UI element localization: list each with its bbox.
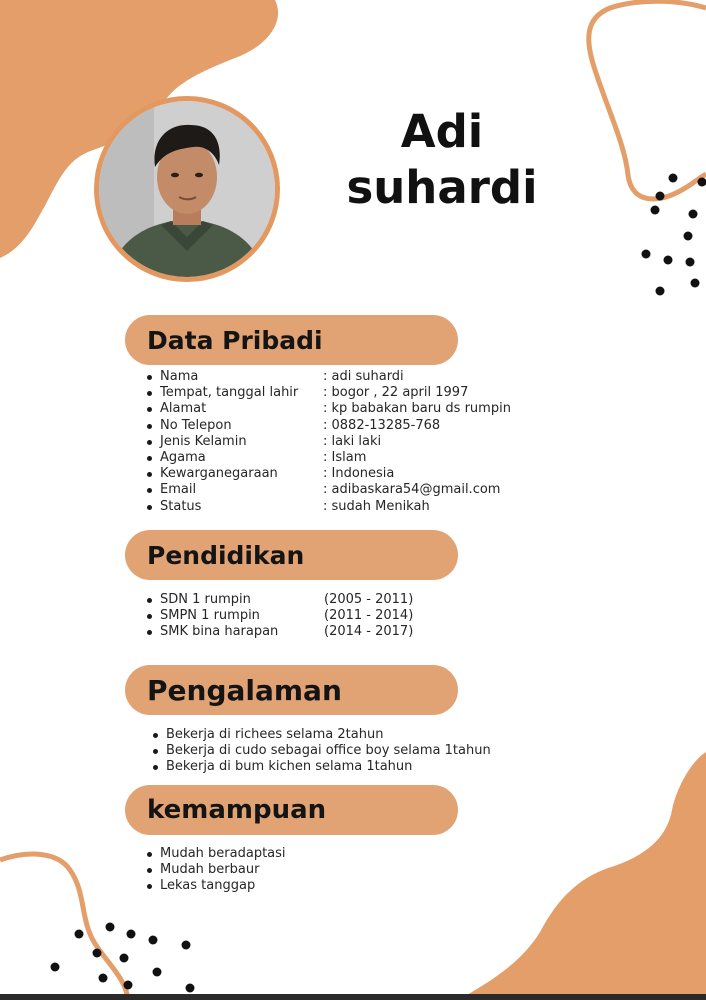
- list-item: SDN 1 rumpin (2005 - 2011): [160, 592, 414, 607]
- bottom-right-blob: [458, 752, 706, 1000]
- section-title: kemampuan: [147, 795, 327, 825]
- list-item: Agama : Islam: [160, 450, 511, 466]
- list-item: Bekerja di richees selama 2tahun: [166, 727, 491, 743]
- full-name-heading: [330, 104, 554, 216]
- education-list: [160, 592, 413, 641]
- list-item: Lekas tanggap: [160, 878, 286, 894]
- section-heading-kemampuan: [125, 785, 458, 835]
- list-item: Mudah berbaur: [160, 862, 286, 878]
- first-name: Adi: [400, 105, 484, 158]
- list-item: Email : adibaskara54@gmail.com: [160, 482, 511, 498]
- section-title: Pengalaman: [147, 673, 342, 707]
- list-item: Bekerja di cudo sebagai office boy selama 1tahun: [166, 743, 491, 759]
- list-item: Mudah beradaptasi: [160, 846, 286, 861]
- list-item: SMK bina harapan (2014 - 2017): [160, 624, 414, 640]
- personal-data-list: [160, 369, 511, 515]
- list-item: No Telepon : 0882-13285-768: [160, 418, 511, 434]
- person-photo-icon: [99, 101, 275, 277]
- list-item: Status : sudah Menikah: [160, 499, 511, 515]
- list-item: SMPN 1 rumpin (2011 - 2014): [160, 608, 414, 624]
- list-item: Tempat, tanggal lahir : bogor , 22 april 1997: [160, 385, 511, 401]
- skills-list: [160, 846, 286, 895]
- profile-photo: [94, 96, 280, 282]
- section-title: Pendidikan: [147, 540, 305, 570]
- list-item: Jenis Kelamin : laki laki: [160, 434, 511, 450]
- section-heading-pendidikan: [125, 530, 458, 580]
- bottom-edge-bar: [0, 994, 706, 1000]
- section-title: Data Pribadi: [147, 325, 323, 355]
- experience-list: [166, 727, 491, 776]
- section-heading-data-pribadi: [125, 315, 458, 365]
- list-item: Bekerja di bum kichen selama 1tahun: [166, 759, 491, 775]
- list-item: Nama : adi suhardi: [160, 369, 511, 385]
- list-item: Kewarganegaraan : Indonesia: [160, 466, 511, 482]
- last-name: suhardi: [346, 161, 538, 214]
- list-item: Alamat : kp babakan baru ds rumpin: [160, 401, 511, 417]
- section-heading-pengalaman: [125, 665, 458, 715]
- top-right-swirl: [589, 1, 706, 199]
